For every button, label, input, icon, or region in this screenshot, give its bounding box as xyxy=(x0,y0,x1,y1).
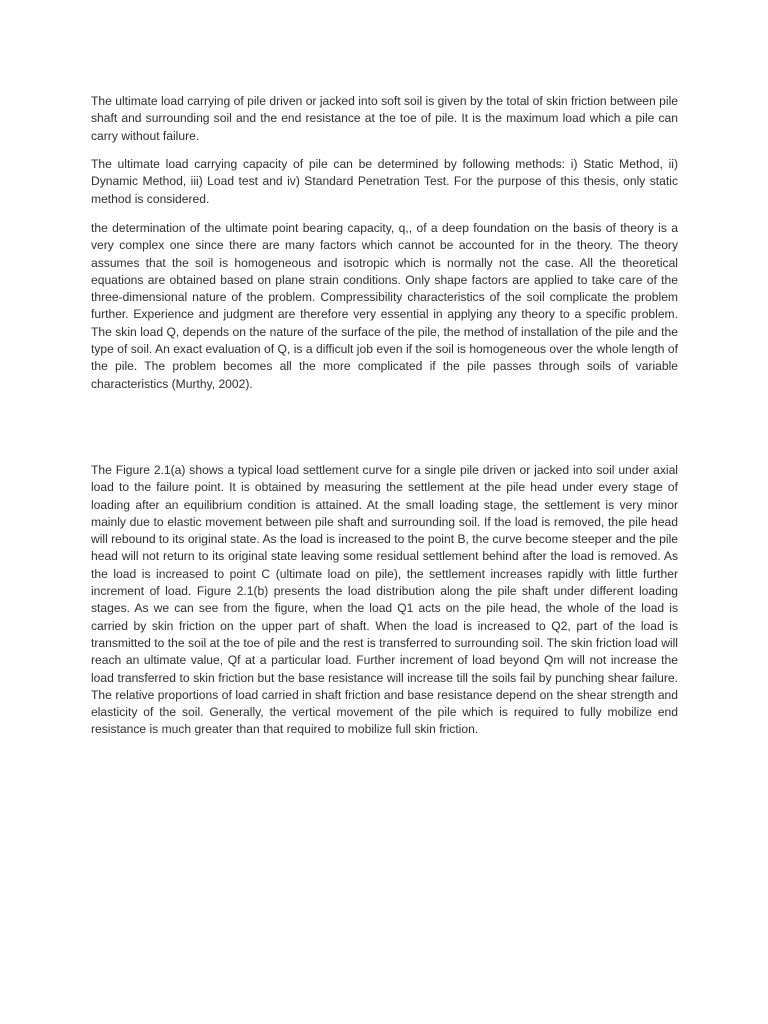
paragraph-load-settlement-curve: The Figure 2.1(a) shows a typical load settlement curve for a single pile driven or jacked into soil under axial load to the failure point. It is obtained by measuring the settlement at the pile head under every stage of loading after an equilibrium condition is attained. At the small loading stage, the settlement is very minor mainly due to elastic movement between pile shaft and surrounding soil. If the load is removed, the pile head will rebound to its original state. As the load is increased to the point B, the curve become steeper and the pile head will not return to its original state leaving some residual settlement behind after the load is removed. As the load is increased to point C (ultimate load on pile), the settlement increases rapidly with little further increment of load. Figure 2.1(b) presents the load distribution along the pile shaft under different loading stages. As we can see from the figure, when the load Q1 acts on the pile head, the whole of the load is carried by skin friction on the upper part of shaft. When the load is increased to Q2, part of the load is transmitted to the soil at the toe of pile and the rest is transferred to surrounding soil. The skin friction load will reach an ultimate value, Qf at a particular load. Further increment of load beyond Qm will not increase the load transferred to skin friction but the base resistance will increase till the soils fail by punching shear failure. The relative proportions of load carried in shaft friction and base resistance depend on the shear strength and elasticity of the soil. Generally, the vertical movement of the pile which is required to fully mobilize end resistance is much greater than that required to mobilize full skin friction. xyxy=(91,463,678,737)
paragraph-determination-methods: The ultimate load carrying capacity of pile can be determined by following methods: i) Static Method, ii) Dynamic Method, iii) Load test and iv) Standard Penetration Test. For the purpose of this thesis, only static method is considered. xyxy=(91,157,678,206)
paragraph-point-bearing-theory: the determination of the ultimate point bearing capacity, q,, of a deep foundation on the basis of theory is a very complex one since there are many factors which cannot be accounted for in the theory. The theory assumes that the soil is homogeneous and isotropic which is normally not the case. All the theoretical equations are obtained based on plane strain conditions. Only shape factors are applied to take care of the three-dimensional nature of the problem. Compressibility characteristics of the soil complicate the problem further. Experience and judgment are therefore very essential in applying any theory to a specific problem. The skin load Q, depends on the nature of the surface of the pile, the method of installation of the pile and the type of soil. An exact evaluation of Q, is a difficult job even if the soil is homogeneous over the whole length of the pile. The problem becomes all the more complicated if the pile passes through soils of variable characteristics (Murthy, 2002). xyxy=(91,221,678,391)
paragraph-ultimate-load-definition: The ultimate load carrying of pile driven or jacked into soft soil is given by the total of skin friction between pile shaft and surrounding soil and the end resistance at the toe of pile. It is the maximum load which a pile can carry without failure. xyxy=(91,94,678,143)
